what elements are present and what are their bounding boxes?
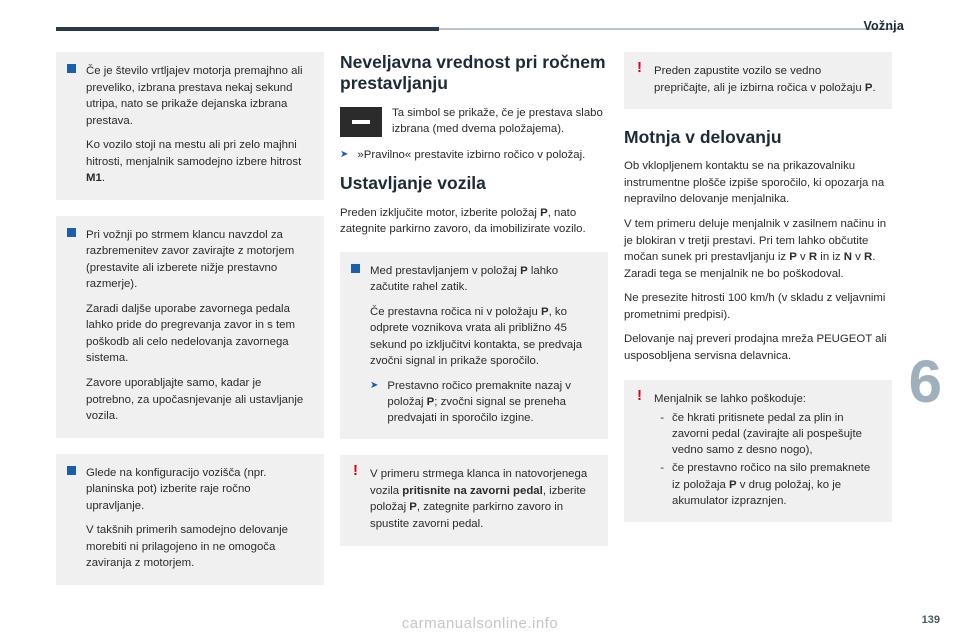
exclamation-warning-icon: ! [637, 387, 642, 405]
info-block-road-config [56, 454, 324, 585]
page-number: 139 [921, 614, 940, 626]
info-block-engine-speed [56, 52, 324, 200]
paragraph: V primeru strmega klanca in natovorjenega vozila pritisnite na zavorni pedal, izberite položaj P, zategnite parkirno zavoro in spustite zavorni pedal. [370, 468, 588, 530]
info-block-shifting-p [340, 252, 608, 440]
list-item-text: če hkrati pritisnete pedal za plin in zavorni pedal (zavirajte ali pospešujte vedno samo z desno nogo), [672, 411, 862, 457]
paragraph: Preden zapustite vozilo se vedno prepričajte, ali je izbirna ročica v položaju P. [654, 65, 876, 94]
list-item [654, 410, 880, 459]
section-title: Vožnja [863, 19, 904, 33]
arrow-right-icon: ➤ [340, 149, 349, 161]
heading-malfunction: Motnja v delovanju [624, 127, 782, 148]
warning-block-body [636, 59, 880, 96]
paragraph: Zaradi daljše uporabe zavornega pedala lahko pride do pregrevanja zavor in s tem poškodb ali celo nedelovanja zavornega sistema. [86, 302, 295, 365]
arrow-right-icon: ➤ [370, 379, 379, 391]
arrow-instruction [370, 378, 596, 427]
warning-block-body [636, 387, 880, 509]
info-marker-icon [67, 228, 76, 237]
dash-symbol-icon [340, 107, 382, 137]
paragraph-malfunction-3: Ne presezite hitrosti 100 km/h (v skladu z veljavnimi prometnimi predpisi). [624, 292, 886, 321]
symbol-description: Ta simbol se prikaže, če je prestava slabo izbrana (med dvema položajema). [392, 106, 603, 135]
heading-invalid-manual-value: Neveljavna vrednost pri ročnem prestavljanju [340, 52, 606, 94]
heading-stopping-vehicle: Ustavljanje vozila [340, 173, 486, 194]
column-center [340, 52, 608, 562]
arrow-instruction-text: Prestavno ročico premaknite nazaj v položaj P; zvočni signal se preneha predvajati in sporočilo izgine. [387, 379, 571, 425]
info-marker-icon [351, 264, 360, 273]
arrow-instruction-text: »Pravilno« prestavite izbirno ročico v položaj. [357, 149, 586, 162]
paragraph: Glede na konfiguracijo vozišča (npr. planinska pot) izberite raje ročno upravljanje. [86, 466, 267, 512]
warning-items-list [654, 410, 880, 509]
paragraph-malfunction-2: V tem primeru deluje menjalnik v zasilnem načinu in je blokiran v tretji prestavi. Pri tem lahko občutite močan sunek pri prestavljanju iz P v R in iz N v R. Zaradi tega se menjalnik ne bo poškodoval. [624, 218, 887, 280]
info-block-body [68, 465, 312, 572]
warning-block-body [352, 462, 596, 532]
paragraph: Če je število vrtljajev motorja premajhno ali preveliko, izbrana prestava nekaj sekund utripa, nato se prikaže dejanska izbrana prestava. [86, 65, 303, 127]
paragraph: Pri vožnji po strmem klancu navzdol za razbremenitev zavor zavirajte z motorjem (prestavite ali izberete nižje prestavno razmerje). [86, 228, 295, 291]
list-item [654, 460, 880, 509]
column-left [56, 52, 324, 601]
paragraph: Zavore uporabljajte samo, kadar je potrebno, za upočasnjevanje ali ustavljanje vozila. [86, 376, 304, 423]
info-marker-icon [67, 466, 76, 475]
column-right [624, 52, 892, 538]
watermark: carmanualsonline.info [401, 615, 559, 632]
paragraph-malfunction-1: Ob vklopljenem kontaktu se na prikazovalniku instrumentne plošče izpiše sporočilo, ki opozarja na nepravilno delovanje menjalnika. [624, 160, 885, 206]
dash-bullet: - [660, 462, 664, 475]
chapter-number: 6 [908, 348, 942, 415]
header-rule-dark [56, 27, 439, 31]
paragraph: Ko vozilo stoji na mestu ali pri zelo majhni hitrosti, menjalnik samodejno izbere hitrost M1. [86, 139, 302, 185]
info-block-body [68, 227, 312, 425]
warning-block-leaving-vehicle [624, 52, 892, 109]
paragraph: V takšnih primerih samodejno delovanje morebiti ni prilagojeno in ne omogoča zaviranja z motorjem. [86, 524, 288, 570]
warning-intro: Menjalnik se lahko poškoduje: [654, 393, 806, 406]
paragraph-stopping: Preden izključite motor, izberite položaj P, nato zategnite parkirno zavoro, da imobilizirate vozilo. [340, 206, 586, 236]
info-block-body [352, 263, 596, 427]
paragraph: Če prestavna ročica ni v položaju P, ko odprete voznikova vrata ali približno 45 sekund po izključitvi kontakta, se predvaja zvočni signal in prikaže sporočilo. [370, 305, 583, 368]
header-rule-light [439, 28, 904, 30]
dash-bullet: - [660, 411, 664, 424]
exclamation-warning-icon: ! [353, 462, 358, 480]
exclamation-warning-icon: ! [637, 59, 642, 76]
arrow-instruction [340, 147, 608, 163]
paragraph: Med prestavljanjem v položaj P lahko začutite rahel zatik. [370, 264, 559, 294]
info-block-body [68, 63, 312, 187]
symbol-row [340, 105, 608, 137]
warning-block-steep-slope [340, 455, 608, 545]
info-marker-icon [67, 64, 76, 73]
paragraph-malfunction-4: Delovanje naj preveri prodajna mreža PEUGEOT ali usposobljena servisna delavnica. [624, 333, 887, 362]
warning-block-gearbox-damage [624, 380, 892, 522]
list-item-text: če prestavno ročico na silo premaknete iz položaja P v drug položaj, ko je akumulator izpraznjen. [672, 462, 871, 507]
info-block-downhill [56, 216, 324, 438]
